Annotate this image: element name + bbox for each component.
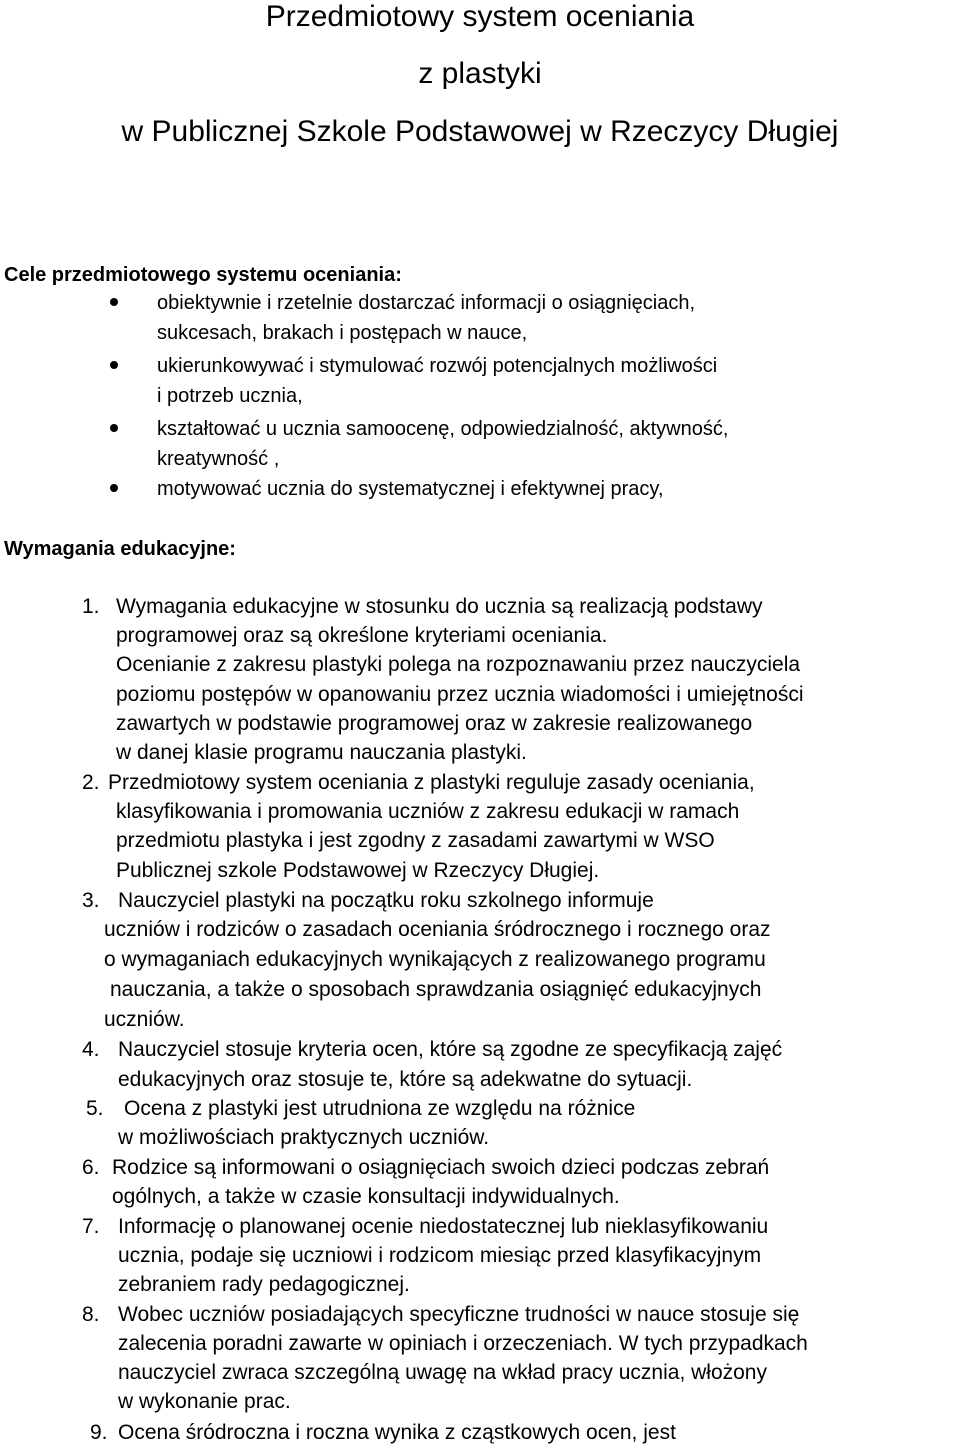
item-line: o wymaganiach edukacyjnych wynikających z realizowanego programu [104, 948, 766, 971]
item-line: Ocena z plastyki jest utrudniona ze względu na różnice [124, 1097, 636, 1120]
item-line: nauczania, a także o sposobach sprawdzania osiągnięć edukacyjnych [110, 978, 762, 1001]
item-line: uczniów. [104, 1008, 185, 1031]
goal-line: kreatywność , [157, 448, 280, 470]
item-line: edukacyjnych oraz stosuje te, które są adekwatne do sytuacji. [118, 1068, 693, 1091]
item-number: 4. [82, 1038, 100, 1061]
item-number: 1. [82, 595, 100, 618]
item-line: zalecenia poradni zawarte w opiniach i orzeczeniach. W tych przypadkach [118, 1332, 808, 1355]
item-number: 9. [90, 1421, 108, 1444]
item-line: Publicznej szkole Podstawowej w Rzeczycy Długiej. [116, 859, 600, 882]
bullet-icon [110, 424, 118, 432]
goal-line: ukierunkowywać i stymulować rozwój potencjalnych możliwości [157, 355, 718, 377]
item-line: poziomu postępów w opanowaniu przez ucznia wiadomości i umiejętności [116, 683, 804, 706]
goal-line: motywować ucznia do systematycznej i efektywnej pracy, [157, 478, 664, 500]
item-number: 2. [82, 771, 100, 794]
item-line: uczniów i rodziców o zasadach oceniania śródrocznego i rocznego oraz [104, 918, 771, 941]
item-line: Ocenianie z zakresu plastyki polega na rozpoznawaniu przez nauczyciela [116, 653, 801, 676]
bullet-icon [110, 484, 118, 492]
goals-heading: Cele przedmiotowego systemu oceniania: [4, 264, 402, 286]
item-number: 8. [82, 1303, 100, 1326]
bullet-icon [110, 361, 118, 369]
item-line: zawartych w podstawie programowej oraz w zakresie realizowanego [116, 712, 753, 735]
item-line: klasyfikowania i promowania uczniów z zakresu edukacji w ramach [116, 800, 740, 823]
item-line: programowej oraz są określone kryteriami oceniania. [116, 624, 608, 647]
item-line: przedmiotu plastyka i jest zgodny z zasadami zawartymi w WSO [116, 829, 715, 852]
item-line: Ocena śródroczna i roczna wynika z cząstkowych ocen, jest [118, 1421, 676, 1444]
goal-line: obiektywnie i rzetelnie dostarczać informacji o osiągnięciach, [157, 292, 696, 314]
goal-line: i potrzeb ucznia, [157, 385, 303, 407]
item-line: Informację o planowanej ocenie niedostatecznej lub nieklasyfikowaniu [118, 1215, 769, 1238]
item-line: zebraniem rady pedagogicznej. [118, 1273, 410, 1296]
item-number: 5. [86, 1097, 104, 1120]
item-line: w wykonanie prac. [118, 1390, 291, 1413]
item-number: 6. [82, 1156, 100, 1179]
bullet-icon [110, 298, 118, 306]
item-line: Wobec uczniów posiadających specyficzne trudności w nauce stosuje się [118, 1303, 800, 1326]
document-title-line-2: z plastyki [418, 57, 542, 90]
document-title-line-3: w Publicznej Szkole Podstawowej w Rzeczycy Długiej [121, 115, 839, 148]
item-number: 3. [82, 889, 100, 912]
goal-line: sukcesach, brakach i postępach w nauce, [157, 322, 528, 344]
item-line: nauczyciel zwraca szczególną uwagę na wkład pracy ucznia, włożony [118, 1361, 767, 1384]
item-line: Rodzice są informowani o osiągnięciach swoich dzieci podczas zebrań [112, 1156, 770, 1179]
item-line: Nauczyciel plastyki na początku roku szkolnego informuje [118, 889, 654, 912]
item-line: Nauczyciel stosuje kryteria ocen, które są zgodne ze specyfikacją zajęć [118, 1038, 783, 1061]
item-line: Przedmiotowy system oceniania z plastyki reguluje zasady oceniania, [108, 771, 755, 794]
item-line: ogólnych, a także w czasie konsultacji indywidualnych. [112, 1185, 620, 1208]
requirements-heading: Wymagania edukacyjne: [4, 538, 236, 560]
document-title-line-1: Przedmiotowy system oceniania [265, 0, 695, 33]
item-line: w danej klasie programu nauczania plastyki. [116, 741, 527, 764]
item-line: ucznia, podaje się uczniowi i rodzicom miesiąc przed klasyfikacyjnym [118, 1244, 762, 1267]
item-line: w możliwościach praktycznych uczniów. [118, 1126, 490, 1149]
item-line: Wymagania edukacyjne w stosunku do ucznia są realizacją podstawy [116, 595, 763, 618]
item-number: 7. [82, 1215, 100, 1238]
goal-line: kształtować u ucznia samoocenę, odpowiedzialność, aktywność, [157, 418, 729, 440]
